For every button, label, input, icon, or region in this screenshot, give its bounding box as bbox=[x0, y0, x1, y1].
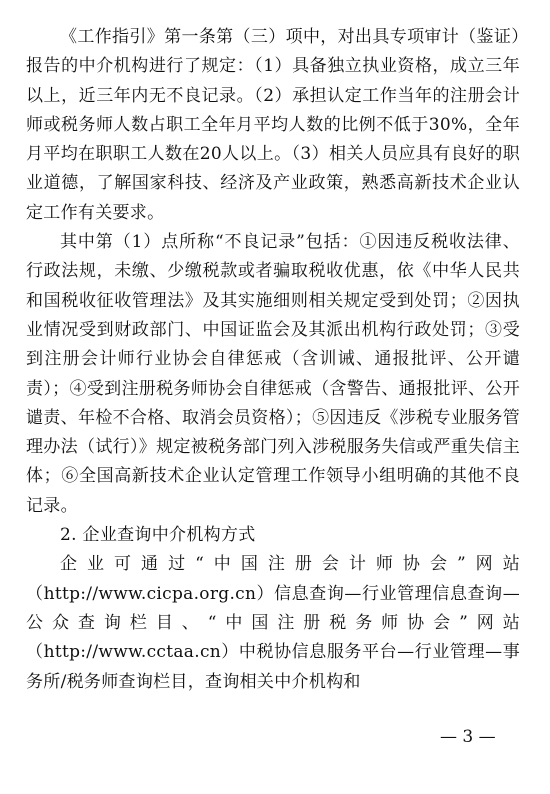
section-heading-query-method: 2. 企业查询中介机构方式 bbox=[60, 525, 256, 546]
document-body bbox=[26, 23, 520, 697]
paragraph-intermediary-requirements: 《工作指引》第一条第（三）项中，对出具专项审计（鉴证）报告的中介机构进行了规定：（1）具备独立执业资格，成立三年以上，近三年内无不良记录。（2）承担认定工作当年的注册会计师或税务师人数占职工全年月平均人数的比例不低于30%，全年月平均在职职工人数在20人以上。（3）相关人员应具有良好的职业道德，了解国家科技、经济及产业政策，熟悉高新技术企业认定工作有关要求。 bbox=[26, 27, 520, 223]
page-number: — 3 — bbox=[440, 727, 496, 747]
paragraph-bad-record-definition: 其中第（1）点所称“不良记录”包括：①因违反税收法律、行政法规，未缴、少缴税款或者骗取税收优惠，依《中华人民共和国税收征收管理法》及其实施细则相关规定受到处罚；②因执业情况受到财政部门、中国证监会及其派出机构行政处罚；③受到注册会计师行业协会自律惩戒（含训诫、通报批评、公开谴责）；④受到注册税务师协会自律惩戒（含警告、通报批评、公开谴责、年检不合格、取消会员资格）；⑤因违反《涉税专业服务管理办法（试行）》规定被税务部门列入涉税服务失信或严重失信主体；⑥全国高新技术企业认定管理工作领导小组明确的其他不良记录。 bbox=[26, 232, 520, 516]
paragraph-query-websites: 企业可通过“中国注册会计师协会”网站（http://www.cicpa.org.cn）信息查询—行业管理信息查询—公众查询栏目、“中国注册税务师协会”网站（http://www.cctaa.cn）中税协信息服务平台—行业管理—事务所/税务师查询栏目，查询相关中介机构和 bbox=[26, 554, 520, 692]
